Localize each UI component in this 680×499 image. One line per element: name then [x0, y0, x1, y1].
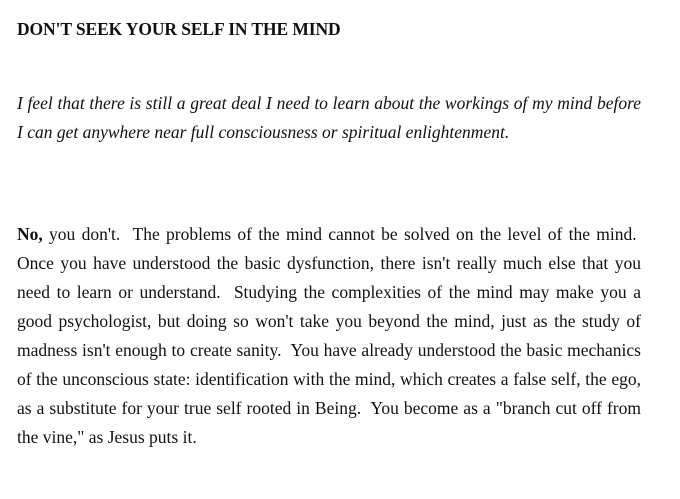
answer-lead: No,: [17, 224, 43, 244]
section-title: DON'T SEEK YOUR SELF IN THE MIND: [17, 19, 341, 39]
answer-paragraph: [17, 220, 641, 452]
question-paragraph: I feel that there is still a great deal I need to learn about the workings of my mind before I can get anywhere near full consciousness or spiritual enlightenment.: [17, 93, 641, 142]
answer-body: you don't. The problems of the mind cannot be solved on the level of the mind. Once you have understood the basic dysfunction, there isn't really much else that you need to learn or understand. Studying the complexities of the mind may make you a good psychologist, but doing so won't take you beyond the mind, just as the study of madness isn't enough to create sanity. You have already understood the basic mechanics of the unconscious state: identification with the mind, which creates a false self, the ego, as a substitute for your true self rooted in Being. You become as a "branch cut off from the vine," as Jesus puts it.: [17, 224, 641, 447]
